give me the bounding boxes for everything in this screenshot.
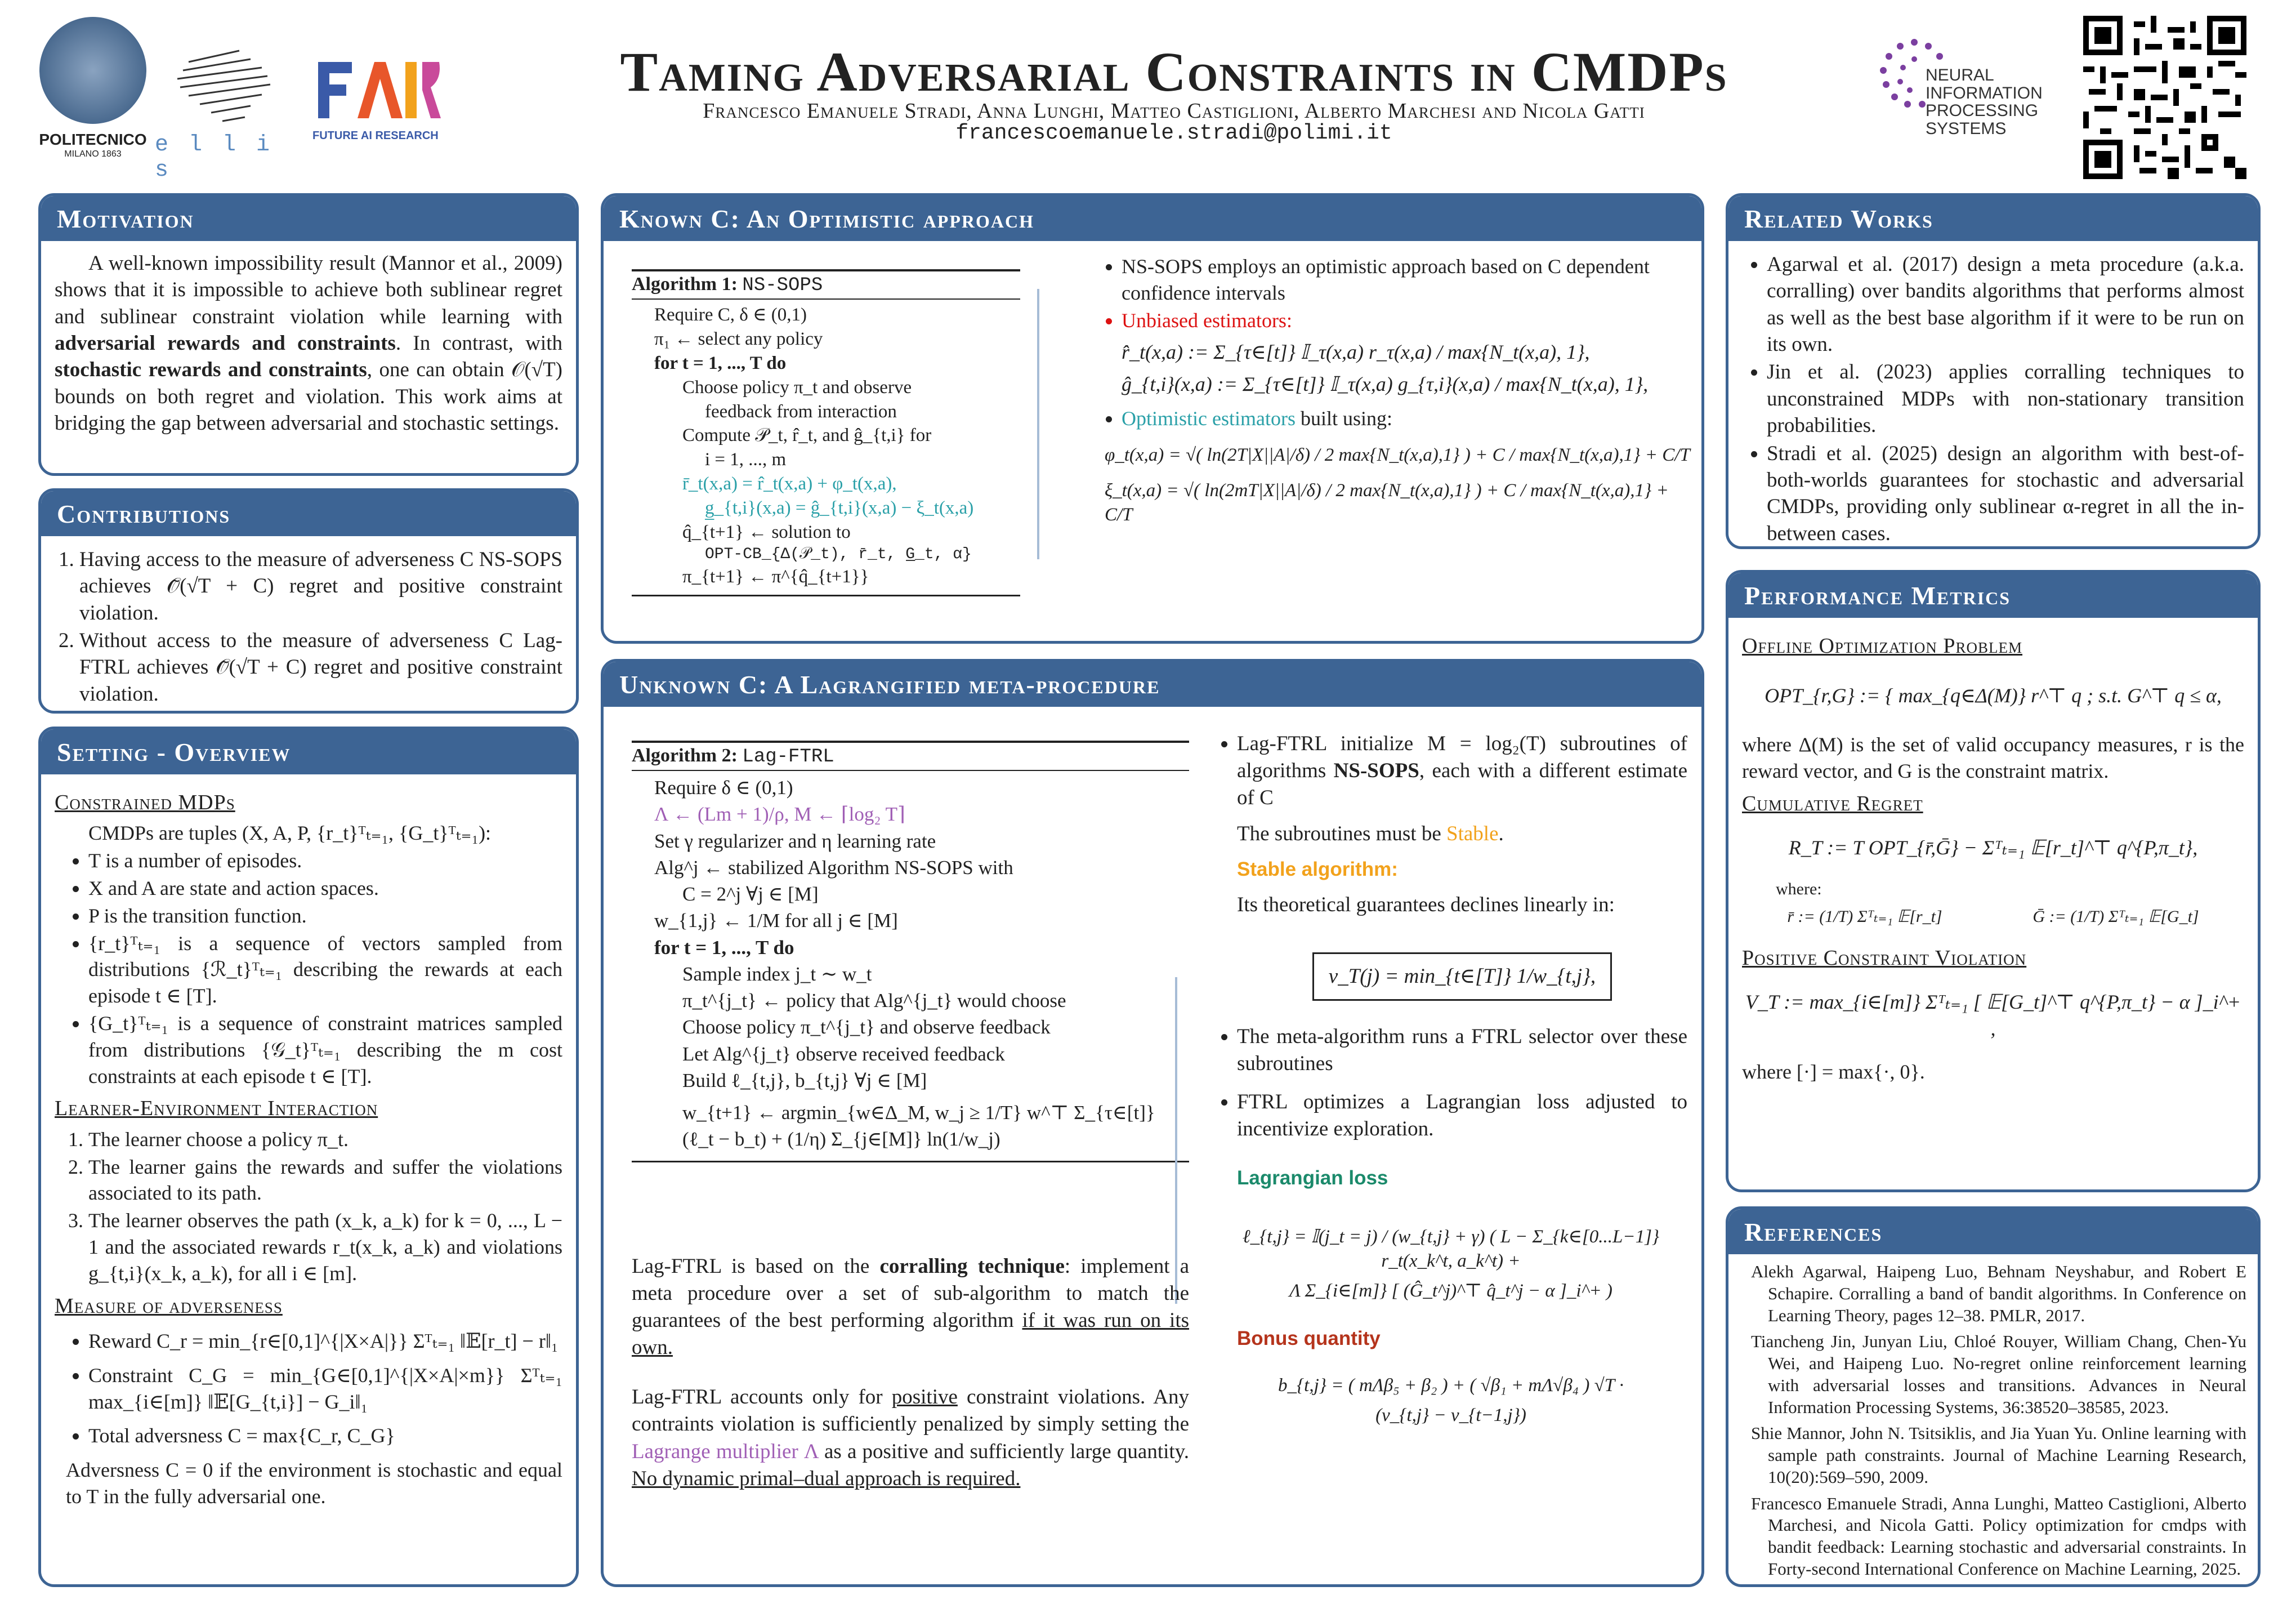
known-c-title: Known C: An Optimistic approach — [604, 196, 1701, 241]
setting-title: Setting - Overview — [41, 729, 576, 774]
contribution-item: 2. Without access to the measure of adverseness C Lag-FTRL achieves 𝒪̃(√T + C) regret and positive constraint violation. — [79, 627, 562, 707]
reference-item: Alekh Agarwal, Haipeng Luo, Behnam Neyshabur, and Robert E Schapire. Corralling a band of bandit algorithms. In Conference on Learning Theory, pages 12–38. PMLR, 2017. — [1751, 1262, 2246, 1325]
loss-formula-1: ℓ_{t,j} = 𝕀(j_t = j) / (w_{t,j} + γ) ( L − Σ_{k∈[0...L−1]} r_t(x_k^t, a_k^t) + — [1242, 1226, 1660, 1271]
setting-item: • P is the transition function. — [88, 903, 562, 929]
adverseness-item: • Reward C_r = min_{r∈[0,1]^{|X×A|}} Σᵀₜ₌₁ ‖𝔼[r_t] − r‖₁ — [88, 1328, 562, 1354]
unknown-bullet-2: • The meta-algorithm runs a FTRL selector over these subroutines — [1237, 1023, 1687, 1077]
lagftrl-para-2: Lag-FTRL accounts only for positive constraint violations. Any contraints violation is sufficiently penalized by simply setting the Lagrange multiplier Λ as a positive and sufficiently large quantity. No dynamic primal–dual approach is required. — [632, 1385, 1190, 1490]
lagftrl-para-1: Lag-FTRL is based on the corralling technique: implement a meta procedure over a set of sub-algorithm to match the guarantees of the best performing algorithm if it was run on its own. — [632, 1255, 1190, 1360]
interaction-item: 1. The learner choose a policy π_t. — [88, 1126, 562, 1153]
motivation-section — [38, 193, 579, 476]
algo1-line: π_{t+1} ← π^{q̂_{t+1}} — [682, 567, 869, 587]
related-item: • Jin et al. (2023) applies corralling techniques to unconstrained MDPs with non-stationary transition probabilities. — [1767, 359, 2244, 439]
known-bullet-3-end: built using: — [1300, 407, 1393, 430]
algo1-line: Compute 𝒫_t, r̂_t, and ĝ_{t,i} for — [682, 425, 932, 446]
reference-item: Francesco Emanuele Stradi, Anna Lunghi, Matteo Castiglioni, Alberto Marchesi, and Nicola Gatti. Policy optimization for cmdps with bandit feedback: Learning stochastic and adversarial constraints. In Forty-second International Conference on Machine Learning, 2025. — [1751, 1493, 2246, 1579]
regret-where: where: — [1776, 879, 1822, 898]
algo1-line: g̲_{t,i}(x,a) = ĝ_{t,i}(x,a) − ξ_t(x,a) — [705, 498, 974, 519]
opt-formula: OPT_{r,G} := { max_{q∈Δ(M)} r^⊤ q ; s.t. G^⊤ q ≤ α, — [1765, 684, 2222, 707]
metrics-sub-violation: Positive Constraint Violation — [1742, 946, 2027, 970]
setting-sub-cmdp: Constrained MDPs — [55, 791, 235, 814]
algo1-line: i = 1, ..., m — [705, 449, 787, 470]
unknown-c-title: Unknown C: A Lagrangified meta-procedure — [604, 662, 1701, 707]
motivation-bold-2: stochastic rewards and constraints — [55, 358, 367, 382]
unknown-bullet-3: • FTRL optimizes a Lagrangian loss adjusted to incentivize exploration. — [1237, 1089, 1687, 1143]
bonus-formula-1: b_{t,j} = ( mΛβ₅ + β₂ ) + ( √β₁ + mΛ√β₄ ) √T · — [1277, 1375, 1624, 1396]
algo1-line: feedback from interaction — [705, 401, 897, 422]
gbar-formula: Ḡ := (1/T) Σᵀₜ₌₁ 𝔼[G_t] — [2033, 907, 2199, 926]
related-item: • Stradi et al. (2025) design an algorithm with best-of-both-worlds guarantees for stochastic and adversarial CMDPs, providing only sublinear α-regret in all the in-between cases. — [1767, 440, 2244, 547]
rbar-formula: r̄ := (1/T) Σᵀₜ₌₁ 𝔼[r_t] — [1787, 907, 1942, 926]
contributions-title: Contributions — [41, 491, 576, 536]
motivation-text-2: . In contrast, with — [395, 332, 562, 355]
polimi-logo — [39, 17, 146, 124]
known-c-section — [601, 193, 1704, 644]
unknown-c-section: Unknown C: A Lagrangified meta-procedure Algorithm 2: Lag-FTRL Require δ ∈ (0,1) Λ ← (Lm + 1)/ρ, M ← ⌈log₂ T⌉ Set γ regularizer and η learning rate Alg^j ← stabilized Algorithm NS-SOPS with C = 2^j ∀j ∈ [M] w_{1,j} ← 1/M for all j ∈ [M] for t = 1, ..., T do Sample index j_t ∼ w_t π_t^{j_t} ← policy that Alg^{j_t} would choose Choose policy π_t^{j_t} and observe feedback Let Alg^{j_t} observe received feedback Build ℓ_{t,j}, b_{t,j} ∀j ∈ [M] w_{t+1} ← argmin_{w∈Δ_M, w_j ≥ 1/T} w^⊤ Σ_{τ∈[t]} (ℓ_t − b_t) + (1/η) Σ_{j∈[M]} ln(1/w_j) Lag-FTRL is based on the corralling technique: implement a meta procedure over a set of sub-algorithm to match the guarantees of the best performing algorithm if it was run on its own. Lag-FTRL accounts only for positive constraint violations. Any contraints violation is sufficiently penalized by simply setting the Lagrange multiplier Λ as a positive and sufficiently large quantity. No dynamic primal–dual approach is required. • Lag-FTRL initialize M = log₂(T) subroutines of algorithms NS-SOPS, each with a different estimate of C The subroutines must be Stable. Stable algorithm: Its theoretical guarantees declines linearly in: ν_T(j) = min_{t∈[T]} 1/w_{t,j}, • The meta-algorithm runs a FTRL selector over these subroutines • FTRL optimizes a Lagrangian loss adjusted to incentivize exploration. Lagrangian loss ℓ_{t,j} = 𝕀(j_t = j) / (w_{t,j} + γ) ( L − Σ_{k∈[0...L−1]} r_t(x_k^t, a_k^t) + Λ Σ_{i∈[m]} [ (Ĝ_t^j)^⊤ q̂_t^j − α ]_i^+ ) Bonus quantity b_{t,j} = ( mΛβ₅ + β₂ ) + ( √β₁ + mΛ√β₄ ) √T · (ν_{t,j} − ν_{t−1,j}) — [601, 659, 1704, 1587]
setting-sub-interaction: Learner-Environment Interaction — [55, 1097, 378, 1121]
contributions-section — [38, 488, 579, 714]
motivation-bold-1: adversarial rewards and constraints — [55, 332, 396, 355]
contribution-item: 1. Having access to the measure of adverseness C NS-SOPS achieves 𝒪̃(√T + C) regret and positive constraint violation. — [79, 546, 562, 626]
algo1-line: OPT-CB_{Δ(𝒫_t), r̄_t, G̲_t, α} — [705, 545, 972, 563]
lagrangian-loss-heading: Lagrangian loss — [1237, 1167, 1388, 1189]
related-works-section — [1726, 193, 2261, 549]
algo1-line: q̂_{t+1} ← solution to — [682, 522, 851, 543]
ellis-map-icon — [155, 28, 279, 135]
regret-formula: R_T := T OPT_{r̄,Ḡ} − Σᵀₜ₌₁ 𝔼[r_t]^⊤ q^{P,π_t}, — [1788, 836, 2198, 859]
poster-authors: Francesco Emanuele Stradi, Anna Lunghi, Matteo Castiglioni, Alberto Marchesi and Nicola Gatti — [703, 99, 1645, 123]
adverseness-item: • Constraint C_G = min_{G∈[0,1]^{|X×A|×m}} Σᵀₜ₌₁ max_{i∈[m]} ‖𝔼[G_{t,i}] − G_i‖₁ — [88, 1362, 562, 1415]
author-email[interactable]: francescoemanuele.stradi@polimi.it — [955, 121, 1392, 145]
interaction-item: 3. The learner observes the path (x_k, a_k) for k = 0, ..., L − 1 and the associated rewards r_t(x_k, a_k) and violations g_{t,i}(x_k, a_k), for all i ∈ [m]. — [88, 1207, 562, 1286]
setting-cmdp-def: CMDPs are tuples (X, A, P, {r_t}ᵀₜ₌₁, {G_t}ᵀₜ₌₁): — [88, 822, 492, 845]
adverseness-item: • Total adversness C = max{C_r, C_G} — [88, 1423, 562, 1449]
references-title: References — [1728, 1209, 2258, 1254]
references-section — [1726, 1206, 2261, 1587]
algo1-label: Algorithm 1: — [632, 274, 738, 295]
algo2-line: π_t^{j_t} ← policy that Alg^{j_t} would choose — [682, 990, 1066, 1011]
setting-sub-adverseness: Measure of adverseness — [55, 1294, 283, 1318]
performance-metrics-title: Performance Metrics — [1728, 573, 2258, 618]
neurips-logo-text: NEURAL INFORMATION PROCESSING SYSTEMS — [1926, 66, 2043, 138]
known-bullet-3: Optimistic estimators — [1122, 407, 1296, 430]
algo1-name: NS-SOPS — [742, 275, 823, 296]
algo1-line: π₁ ← select any policy — [654, 328, 823, 349]
g-hat-formula: ĝ_{t,i}(x,a) := Σ_{τ∈[t]} 𝕀_τ(x,a) g_{τ,i}(x,a) / max{N_t(x,a), 1}, — [1122, 373, 1649, 396]
algo2-name: Lag-FTRL — [742, 746, 834, 768]
algo2-label: Algorithm 2: — [632, 745, 738, 766]
stable-algo-text: Its theoretical guarantees declines linearly in: — [1237, 893, 1615, 916]
metrics-sub-regret: Cumulative Regret — [1742, 791, 1923, 816]
algorithm-1 — [632, 269, 1020, 596]
bonus-formula-2: (ν_{t,j} − ν_{t−1,j}) — [1375, 1405, 1526, 1425]
opt-where: where Δ(M) is the set of valid occupancy measures, r is the reward vector, and G is the constraint matrix. — [1742, 733, 2244, 782]
motivation-text-3: , one can obtain 𝒪(√T) bounds on both regret and violation. This work aims at bridging the gap between adversarial and stochastic settings. — [55, 358, 562, 435]
polimi-logo-text: POLITECNICO — [39, 131, 147, 148]
setting-item: • X and A are state and action spaces. — [88, 875, 562, 902]
fair-logo-text: FUTURE AI RESEARCH — [312, 130, 439, 142]
violation-where: where [·] = max{·, 0}. — [1742, 1060, 1925, 1083]
interaction-item: 2. The learner gains the rewards and suffer the violations associated to its path. — [88, 1154, 562, 1207]
known-bullet-1: • NS-SOPS employs an optimistic approach based on C dependent confidence intervals — [1122, 253, 1690, 306]
setting-closing: Adversness C = 0 if the environment is stochastic and equal to T in the fully adversarial one. — [66, 1459, 562, 1508]
ellis-logo-text: e l l i s — [155, 132, 274, 183]
algo2-line: C = 2^j ∀j ∈ [M] — [682, 883, 819, 905]
algo2-line: w_{t+1} ← argmin_{w∈Δ_M, w_j ≥ 1/T} w^⊤ Σ_{τ∈[t]} (ℓ_t − b_t) + (1/η) Σ_{j∈[M]} ln(1/w_j) — [682, 1102, 1155, 1151]
violation-formula: V_T := max_{i∈[m]} Σᵀₜ₌₁ [ 𝔼[G_t]^⊤ q^{P,π_t} − α ]_i^+ , — [1745, 991, 2241, 1040]
algo1-line: for t = 1, ..., T do — [654, 353, 787, 373]
setting-item: • T is a number of episodes. — [88, 848, 562, 874]
stable-text: The subroutines must be — [1237, 822, 1441, 846]
algo2-line: w_{1,j} ← 1/M for all j ∈ [M] — [654, 910, 898, 932]
poster-title: Taming Adversarial Constraints in CMDPs — [620, 41, 1728, 103]
algo1-divider — [1037, 289, 1039, 559]
algo2-line: Set γ regularizer and η learning rate — [654, 830, 936, 852]
xi-formula: ξ_t(x,a) = √( ln(2mT|X||A|/δ) / 2 max{N_t(x,a),1} ) + C / max{N_t(x,a),1} + C/T — [1105, 480, 1669, 525]
related-item: • Agarwal et al. (2017) design a meta procedure (a.k.a. corralling) over bandits algorithms that performs almost as well as the best base algorithm if it were to be run on its own. — [1767, 251, 2244, 358]
metrics-sub-offline: Offline Optimization Problem — [1742, 634, 2023, 658]
setting-item: • {r_t}ᵀₜ₌₁ is a sequence of vectors sampled from distributions {ℛ_t}ᵀₜ₌₁ describing the rewards at each episode t ∈ [T]. — [88, 930, 562, 1009]
algo1-line: Require C, δ ∈ (0,1) — [654, 305, 807, 325]
performance-metrics-section — [1726, 570, 2261, 1192]
algo2-line: Sample index j_t ∼ w_t — [682, 962, 872, 985]
algo2-line: Require δ ∈ (0,1) — [654, 777, 793, 799]
nu-formula: ν_T(j) = min_{t∈[T]} 1/w_{t,j}, — [1312, 952, 1612, 1001]
algo1-line: Choose policy π_t and observe — [682, 377, 912, 398]
stable-algo-heading: Stable algorithm: — [1237, 858, 1398, 881]
fair-logo-icon — [312, 56, 442, 124]
bonus-heading: Bonus quantity — [1237, 1327, 1381, 1349]
unknown-bullet-1: • Lag-FTRL initialize M = log₂(T) subroutines of algorithms NS-SOPS, each with a different estimate of C — [1237, 730, 1687, 812]
algo2-line: Let Alg^{j_t} observe received feedback — [682, 1042, 1005, 1065]
known-bullet-2: • Unbiased estimators: — [1122, 308, 1690, 334]
qr-code-icon[interactable] — [2083, 16, 2246, 179]
motivation-title: Motivation — [41, 196, 576, 241]
polimi-logo-subtext: MILANO 1863 — [64, 149, 122, 159]
phi-formula: φ_t(x,a) = √( ln(2T|X||A|/δ) / 2 max{N_t(x,a),1} ) + C / max{N_t(x,a),1} + C/T — [1105, 444, 1690, 465]
reference-item: Tiancheng Jin, Junyan Liu, Chloé Rouyer, William Chang, Chen-Yu Wei, and Haipeng Luo. No-regret online reinforcement learning with adversarial losses and transitions. Advances in Neural Information Processing Systems, 36:38520–38585, 2023. — [1751, 1331, 2246, 1417]
stable-word: Stable — [1446, 822, 1499, 846]
reference-item: Shie Mannor, John N. Tsitsiklis, and Jia Yuan Yu. Online learning with sample path constraints. Journal of Machine Learning Research, 10(20):569–590, 2009. — [1751, 1423, 2246, 1487]
algo2-line: Λ ← (Lm + 1)/ρ, M ← ⌈log₂ T⌉ — [654, 803, 905, 826]
setting-section — [38, 727, 579, 1587]
motivation-text-1: A well-known impossibility result (Mannor et al., 2009) shows that it is impossible to achieve both sublinear regret and sublinear constraint violation while learning with — [55, 252, 562, 328]
algo2-line: Choose policy π_t^{j_t} and observe feedback — [682, 1016, 1051, 1039]
algo2-line: for t = 1, ..., T do — [654, 936, 794, 959]
algo2-line: Build ℓ_{t,j}, b_{t,j} ∀j ∈ [M] — [682, 1069, 927, 1091]
algorithm-2 — [632, 741, 1189, 1162]
setting-item: • {G_t}ᵀₜ₌₁ is a sequence of constraint matrices sampled from distributions {𝒢_t}ᵀₜ₌₁ describing the m cost constraints at each episode t ∈ [T]. — [88, 1010, 562, 1089]
loss-formula-2: Λ Σ_{i∈[m]} [ (Ĝ_t^j)^⊤ q̂_t^j − α ]_i^+ ) — [1289, 1280, 1612, 1301]
algo1-line: r̄_t(x,a) = r̂_t(x,a) + φ_t(x,a), — [682, 474, 897, 494]
algo2-line: Alg^j ← stabilized Algorithm NS-SOPS with — [654, 856, 1013, 879]
related-works-title: Related Works — [1728, 196, 2258, 241]
r-hat-formula: r̂_t(x,a) := Σ_{τ∈[t]} 𝕀_τ(x,a) r_τ(x,a) / max{N_t(x,a), 1}, — [1122, 341, 1590, 364]
